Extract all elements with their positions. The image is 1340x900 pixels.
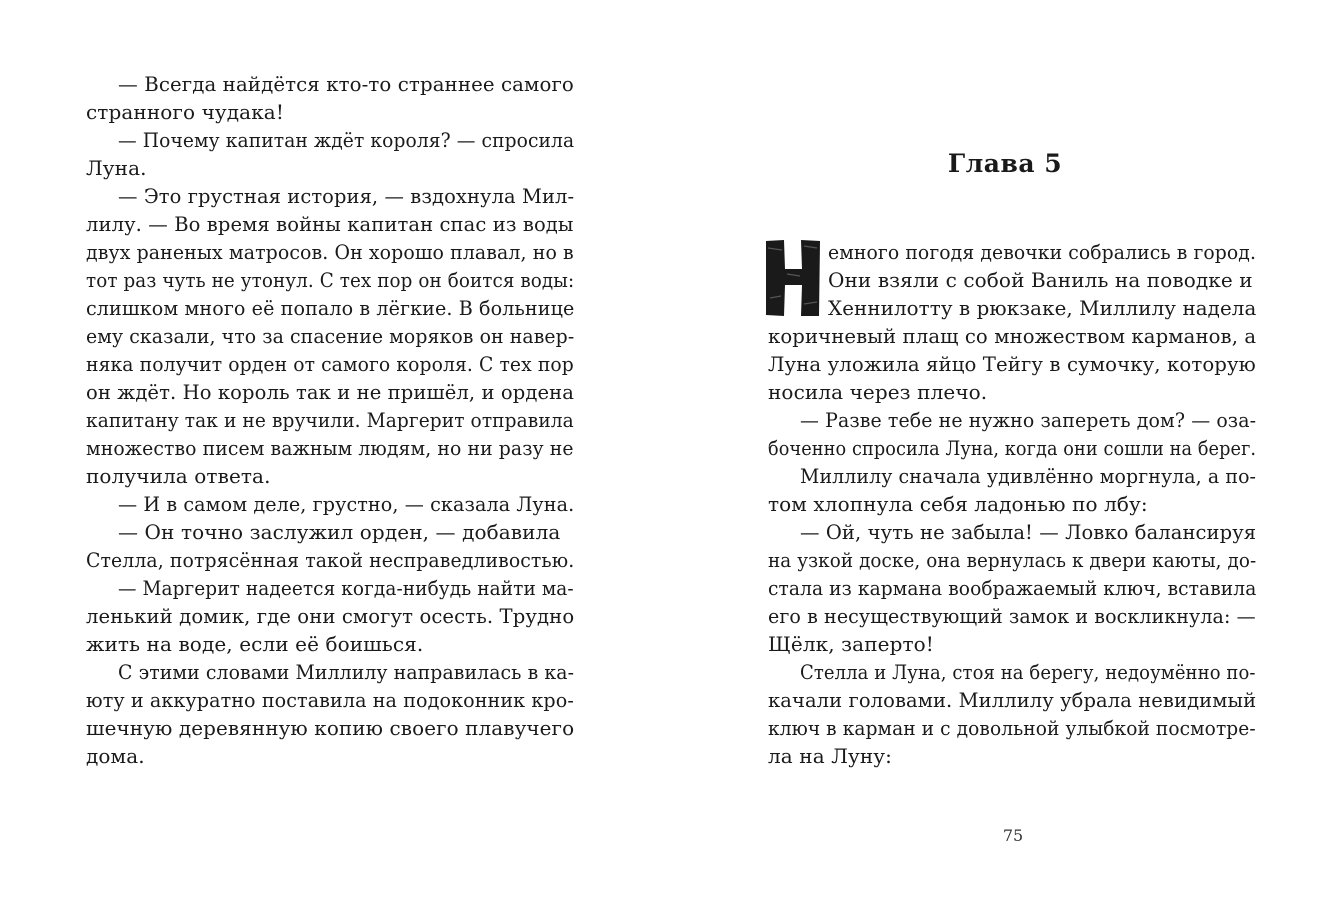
text-line: капитану так и не вручили. Маргерит отправила (86, 408, 574, 432)
text-line: на узкой доске, она вернулась к двери каюты, до- (768, 548, 1257, 572)
text-line: Луна уложила яйцо Тейгу в сумочку, которую (768, 352, 1256, 376)
text-line: — Маргерит надеется когда-нибудь найти ма- (118, 576, 574, 600)
text-line: жить на воде, если её боишься. (86, 632, 424, 656)
text-line: ла на Луну: (768, 744, 892, 768)
text-line: — Всегда найдётся кто-то страннее самого (118, 72, 574, 96)
text-line: емного погодя девочки собрались в город. (828, 240, 1257, 264)
text-line: Миллилу сначала удивлённо моргнула, а по- (800, 464, 1257, 488)
text-line: ленький домик, где они смогут осесть. Трудно (86, 604, 575, 628)
text-line: его в несуществующий замок и воскликнула: — (768, 604, 1256, 628)
text-line: получила ответа. (86, 464, 271, 488)
text-line: том хлопнула себя ладонью по лбу: (768, 492, 1148, 516)
text-line: — И в самом деле, грустно, — сказала Луна. (118, 492, 575, 516)
text-line: — Это грустная история, — вздохнула Мил- (118, 184, 575, 208)
text-line: няка получит орден от самого короля. С тех пор (86, 352, 574, 376)
text-line: качали головами. Миллилу убрала невидимый (768, 688, 1257, 712)
text-line: ключ в карман и с довольной улыбкой посмотре- (768, 716, 1256, 740)
text-line: двух раненых матросов. Он хорошо плавал, но в (86, 240, 574, 264)
text-line: Стелла и Луна, стоя на берегу, недоумённо по- (800, 660, 1256, 684)
text-line: лилу. — Во время войны капитан спас из воды (86, 212, 574, 236)
chapter-title: Глава 5 (947, 149, 1063, 178)
text-line: ему сказали, что за спасение моряков он навер- (86, 324, 575, 348)
text-line: Щёлк, заперто! (768, 632, 934, 656)
text-line: множество писем важным людям, но ни разу не (86, 436, 574, 460)
text-line: — Он точно заслужил орден, — добавила (118, 520, 561, 544)
text-line: шечную деревянную копию своего плавучего (86, 716, 575, 740)
page-number: 75 (1002, 826, 1024, 845)
text-line: — Ой, чуть не забыла! — Ловко балансируя (800, 520, 1257, 544)
dropcap-letter (762, 238, 824, 318)
text-line: тот раз чуть не утонул. С тех пор он боится воды: (86, 268, 575, 292)
text-line: Хеннилотту в рюкзаке, Миллилу надела (828, 296, 1257, 320)
right-page (670, 0, 1340, 900)
text-line: дома. (86, 744, 145, 768)
text-line: Стелла, потрясённая такой несправедливостью. (86, 548, 575, 572)
text-line: — Разве тебе не нужно запереть дом? — оза- (800, 408, 1257, 432)
text-line: слишком много её попало в лёгкие. В больнице (86, 296, 575, 320)
text-line: Луна. (86, 156, 147, 180)
text-line: юту и аккуратно поставила на подоконник кро- (86, 688, 574, 712)
text-line: коричневый плащ со множеством карманов, а (768, 324, 1257, 348)
text-line: носила через плечо. (768, 380, 988, 404)
text-line: он ждёт. Но король так и не пришёл, и ордена (86, 380, 574, 404)
text-line: странного чудака! (86, 100, 284, 124)
text-line: — Почему капитан ждёт короля? — спросила (118, 128, 575, 152)
text-line: Они взяли с собой Ваниль на поводке и (828, 268, 1253, 292)
text-line: С этими словами Миллилу направилась в ка- (118, 660, 575, 684)
text-line: стала из кармана воображаемый ключ, вставила (768, 576, 1257, 600)
text-line: боченно спросила Луна, когда они сошли на берег. (768, 436, 1257, 460)
